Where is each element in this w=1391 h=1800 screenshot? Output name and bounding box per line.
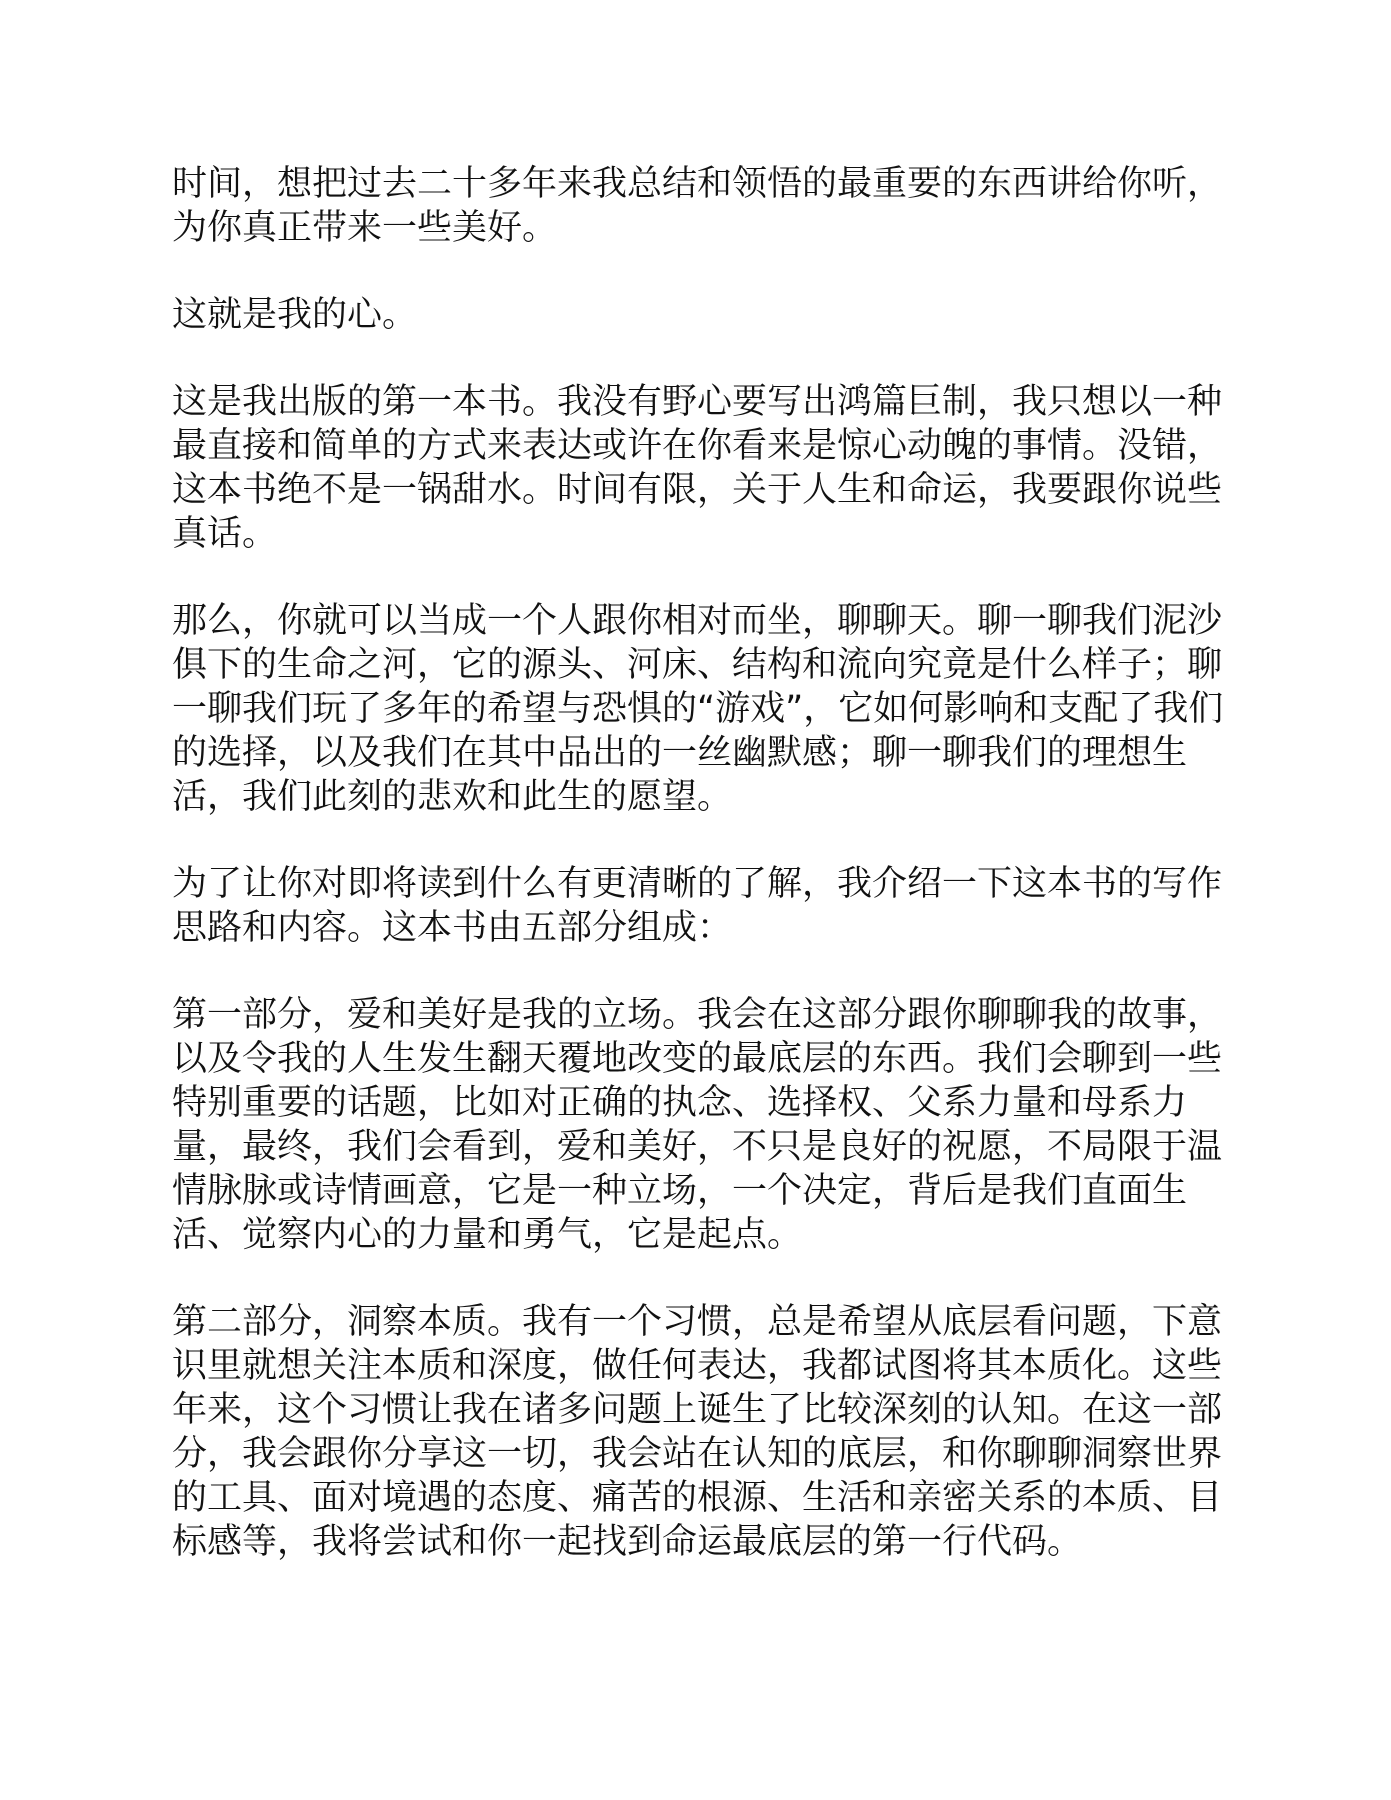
paragraph: [172, 293, 1202, 337]
text-line: 分，我会跟你分享这一切，我会站在认知的底层，和你聊聊洞察世界: [172, 1434, 1223, 1474]
paragraph: [172, 993, 1223, 1257]
text-line: 识里就想关注本质和深度，做任何表达，我都试图将其本质化。这些: [172, 1346, 1223, 1386]
text-line: 为你真正带来一些美好。: [172, 208, 558, 248]
text-line: 活，我们此刻的悲欢和此生的愿望。: [172, 777, 733, 817]
text-line: 第二部分，洞察本质。我有一个习惯，总是希望从底层看问题，下意: [172, 1302, 1223, 1342]
text-line: 这就是我的心。: [172, 295, 418, 335]
text-line: 一聊我们玩了多年的希望与恐惧的“游戏”，它如何影响和支配了我们: [172, 689, 1224, 729]
text-line: 情脉脉或诗情画意，它是一种立场，一个决定，背后是我们直面生: [172, 1171, 1188, 1211]
text-line: 特别重要的话题，比如对正确的执念、选择权、父系力量和母系力: [172, 1083, 1188, 1123]
document-body: [172, 162, 1224, 1607]
text-line: 俱下的生命之河，它的源头、河床、结构和流向究竟是什么样子；聊: [172, 645, 1223, 685]
paragraph: [172, 1300, 1223, 1564]
text-line: 年来，这个习惯让我在诸多问题上诞生了比较深刻的认知。在这一部: [172, 1390, 1223, 1430]
paragraph: [172, 162, 1223, 250]
text-line: 活、觉察内心的力量和勇气，它是起点。: [172, 1215, 803, 1255]
text-line: 那么，你就可以当成一个人跟你相对而坐，聊聊天。聊一聊我们泥沙: [172, 601, 1223, 641]
text-line: 这本书绝不是一锅甜水。时间有限，关于人生和命运，我要跟你说些: [172, 470, 1223, 510]
paragraph: [172, 862, 1223, 950]
text-line: 标感等，我将尝试和你一起找到命运最底层的第一行代码。: [172, 1522, 1083, 1562]
text-line: 为了让你对即将读到什么有更清晰的了解，我介绍一下这本书的写作: [172, 864, 1223, 904]
text-line: 真话。: [172, 514, 278, 554]
text-line: 第一部分，爱和美好是我的立场。我会在这部分跟你聊聊我的故事，: [172, 995, 1223, 1035]
text-line: 这是我出版的第一本书。我没有野心要写出鸿篇巨制，我只想以一种: [172, 382, 1223, 422]
text-line: 最直接和简单的方式来表达或许在你看来是惊心动魄的事情。没错，: [172, 426, 1223, 466]
text-line: 以及令我的人生发生翻天覆地改变的最底层的东西。我们会聊到一些: [172, 1039, 1223, 1079]
paragraph: [172, 380, 1223, 556]
text-line: 的工具、面对境遇的态度、痛苦的根源、生活和亲密关系的本质、目: [172, 1478, 1223, 1518]
text-line: 的选择，以及我们在其中品出的一丝幽默感；聊一聊我们的理想生: [172, 733, 1188, 773]
paragraph: [172, 599, 1224, 819]
text-line: 时间，想把过去二十多年来我总结和领悟的最重要的东西讲给你听，: [172, 164, 1223, 204]
text-line: 思路和内容。这本书由五部分组成：: [172, 908, 733, 948]
text-line: 量，最终，我们会看到，爱和美好，不只是良好的祝愿，不局限于温: [172, 1127, 1223, 1167]
